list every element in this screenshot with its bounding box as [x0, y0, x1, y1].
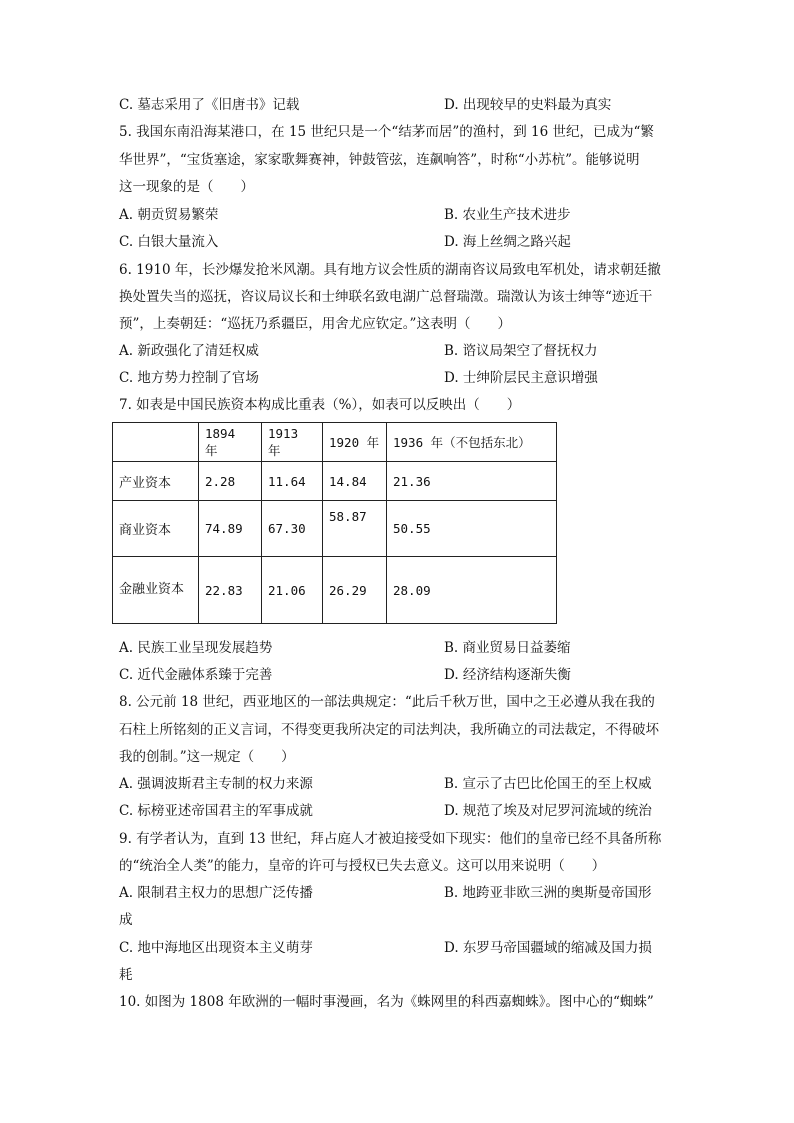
q7-option-d[interactable]: D. 经济结构逐渐失衡	[444, 667, 571, 683]
table-cell: 21.36	[387, 462, 557, 501]
table-row	[113, 501, 557, 557]
table-header-cell	[113, 423, 199, 462]
table-cell: 50.55	[387, 501, 557, 557]
q6-stem-line-1: 6. 1910 年，长沙爆发抢米风潮。具有地方议会性质的湖南咨议局致电军机处，请求朝廷撤	[119, 262, 661, 278]
table-cell: 67.30	[262, 501, 323, 557]
q4-option-c[interactable]: C. 墓志采用了《旧唐书》记载	[119, 97, 300, 113]
q5-stem-line-2: 华世界”，“宝货塞途，家家歌舞赛神，钟鼓管弦，连飙响答”，时称“小苏杭”。能够说明	[119, 152, 640, 168]
q9-option-b[interactable]: B. 地跨亚非欧三洲的奥斯曼帝国形	[444, 885, 652, 901]
table-cell: 21.06	[262, 557, 323, 624]
q6-option-b[interactable]: B. 谘议局架空了督抚权力	[444, 343, 598, 359]
q8-stem-line-3: 我的创制。”这一规定（ ）	[119, 749, 295, 765]
q9-option-b-wrap: 成	[119, 912, 133, 928]
q9-option-c[interactable]: C. 地中海地区出现资本主义萌芽	[119, 940, 313, 956]
table-header-cell: 1913 年	[262, 423, 323, 462]
q9-option-a[interactable]: A. 限制君主权力的思想广泛传播	[119, 885, 313, 901]
table-header-row	[113, 423, 557, 462]
table-cell: 26.29	[323, 557, 387, 624]
table-cell: 58.87	[323, 501, 387, 557]
q5-option-d[interactable]: D. 海上丝绸之路兴起	[444, 234, 571, 250]
table-header-cell: 1920 年	[323, 423, 387, 462]
q7-stem: 7. 如表是中国民族资本构成比重表（%），如表可以反映出（ ）	[119, 397, 521, 413]
table-header-cell: 1894 年	[199, 423, 262, 462]
q5-option-a[interactable]: A. 朝贡贸易繁荣	[119, 207, 219, 223]
table-cell: 74.89	[199, 501, 262, 557]
table-row	[113, 557, 557, 624]
q6-option-a[interactable]: A. 新政强化了清廷权威	[119, 343, 259, 359]
table-cell: 2.28	[199, 462, 262, 501]
q7-option-c[interactable]: C. 近代金融体系臻于完善	[119, 667, 273, 683]
q4-option-d[interactable]: D. 出现较早的史料最为真实	[444, 97, 612, 113]
q5-option-b[interactable]: B. 农业生产技术进步	[444, 207, 571, 223]
q7-option-b[interactable]: B. 商业贸易日益萎缩	[444, 640, 571, 656]
q5-option-c[interactable]: C. 白银大量流入	[119, 234, 219, 250]
table-row	[113, 462, 557, 501]
capital-composition-table	[112, 422, 557, 624]
q6-stem-line-2: 换处置失当的巡抚，咨议局议长和士绅联名致电湖广总督瑞澂。瑞澂认为该士绅等“迹近干	[119, 289, 653, 305]
q7-option-a[interactable]: A. 民族工业呈现发展趋势	[119, 640, 273, 656]
q9-stem-line-2: 的“统治全人类”的能力，皇帝的许可与授权已失去意义。这可以用来说明（ ）	[119, 858, 606, 874]
q8-option-c[interactable]: C. 标榜亚述帝国君主的军事成就	[119, 803, 313, 819]
q9-stem-line-1: 9. 有学者认为，直到 13 世纪，拜占庭人才被迫接受如下现实：他们的皇帝已经不具备所称	[119, 831, 662, 847]
q9-option-d[interactable]: D. 东罗马帝国疆域的缩减及国力损	[444, 940, 652, 956]
q9-option-d-wrap: 耗	[119, 967, 133, 983]
table-row-label: 产业资本	[113, 462, 199, 501]
q5-stem-line-1: 5. 我国东南沿海某港口，在 15 世纪只是一个“结茅而居”的渔村，到 16 世纪，已成为“繁	[119, 124, 654, 140]
q8-stem-line-2: 石柱上所铭刻的正义言词，不得变更我所决定的司法判决，我所确立的司法裁定，不得破坏	[119, 722, 659, 738]
q8-option-a[interactable]: A. 强调波斯君主专制的权力来源	[119, 776, 313, 792]
q8-option-d[interactable]: D. 规范了埃及对尼罗河流域的统治	[444, 803, 652, 819]
table-cell: 11.64	[262, 462, 323, 501]
table-cell: 28.09	[387, 557, 557, 624]
table-header-cell: 1936 年（不包括东北）	[387, 423, 557, 462]
q5-stem-line-3: 这一现象的是（ ）	[119, 179, 254, 195]
q8-option-b[interactable]: B. 宣示了古巴比伦国王的至上权威	[444, 776, 652, 792]
table-cell: 14.84	[323, 462, 387, 501]
q6-option-c[interactable]: C. 地方势力控制了官场	[119, 370, 259, 386]
table-row-label: 商业资本	[113, 501, 199, 557]
q6-stem-line-3: 预”，上奏朝廷：“巡抚乃系疆臣，用舍尤应钦定。”这表明（ ）	[119, 316, 511, 332]
q8-stem-line-1: 8. 公元前 18 世纪，西亚地区的一部法典规定：“此后千秋万世，国中之王必遵从我在我的	[119, 694, 655, 710]
q6-option-d[interactable]: D. 士绅阶层民主意识增强	[444, 370, 598, 386]
q10-stem-line-1: 10. 如图为 1808 年欧洲的一幅时事漫画，名为《蛛网里的科西嘉蜘蛛》。图中心的“蜘蛛”	[119, 994, 654, 1010]
table-cell: 22.83	[199, 557, 262, 624]
table-row-label: 金融业资本	[113, 557, 199, 624]
